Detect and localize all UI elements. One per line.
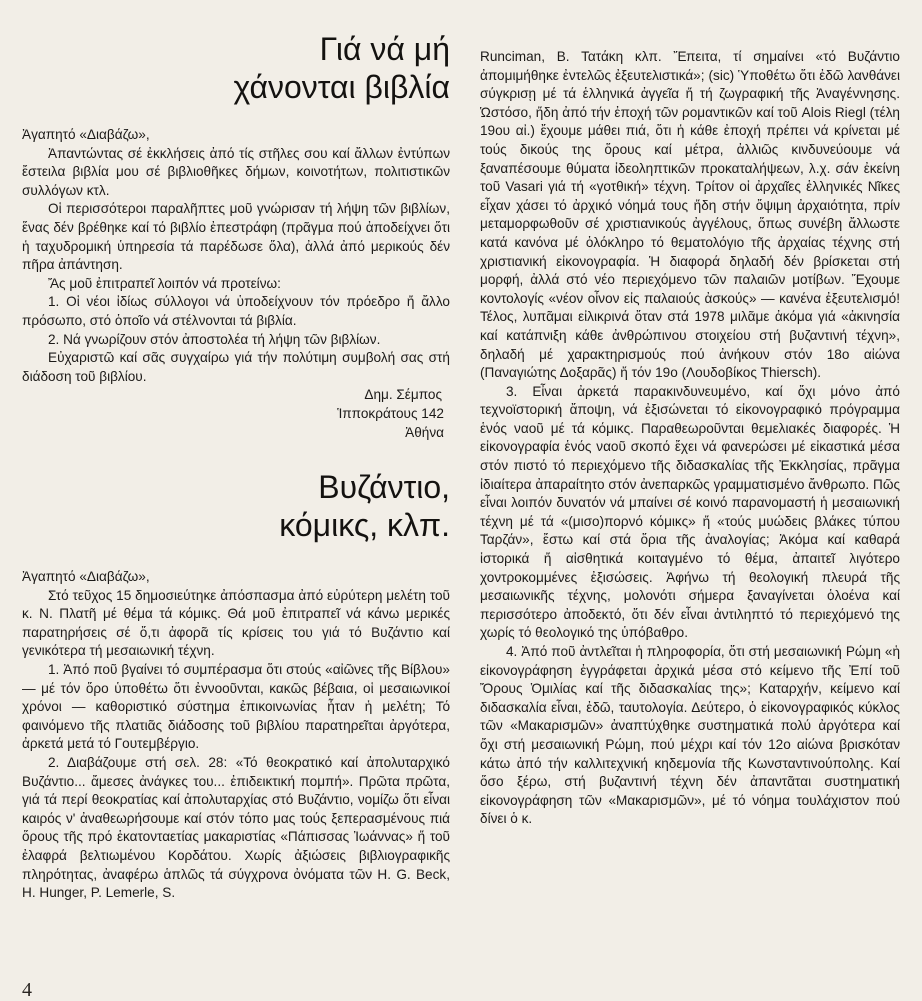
letter2-paragraph: 4. Ἀπό ποῦ ἀντλεῖται ἡ πληροφορία, ὅτι στή μεσαιωνική Ρώμη «ἡ εἰκονογράφηση ἐγγράφεται ἀρχικά μέσα στό κείμενο τῆς Ἐπί τοῦ Ὄρους Ὁμιλίας καί τῆς διδασκαλίας της»; Καταρχήν, κείμενο καί διδασκαλία εἶναι, ἐδῶ, ταυτολογία. Δεύτερο, ὁ εἰκονογραφικός κύκλος τῶν «Μακαρισμῶν» ἀναπτύχθηκε συστηματικά πολύ ἀργότερα καί ὄχι στή μεσαιωνική Ρώμη, πού μέχρι καί τόν 12ο αἰώνα βρισκόταν κάτω ἀπό τήν καλλιτεχνική κηδεμονία τῆς Κωνσταντινούπολης. Καί ὅσο ξέρω, στή βυζαντινή τέχνη δέν ἀπαντᾶται συστηματική εἰκονογράφηση τῶν «Μακαρισμῶν», μέ τό νόημα τουλάχιστον πού δίνει ὁ κ. [480, 644, 900, 827]
letter1-address: Ἱπποκράτους 142 [337, 405, 444, 421]
letter2-title [22, 468, 450, 544]
letter2-paragraph: Runciman, Β. Τατάκη κλπ. Ἔπειτα, τί σημαίνει «τό Βυζάντιο ἀπομιμήθηκε ἐντελῶς ἐξευτελιστικά»; (sic) Ὑποθέτω ὅτι ἐδῶ λανθάνει σύγκρισῃ μέ τά ἑλληνικά ἀγγεῖα ἤ τή ζωγραφική τῆς Ἀναγέννησης. Ὡστόσο, ἤδη ἀπό τήν ἐποχή τῶν ρομαντικῶν καί τοῦ Alois Riegl (τέλη 19ου αἰ.) ἔχουμε μάθει πιά, ὅτι ἡ κάθε ἐποχή πρέπει νά κρίνεται μέ τούς δικούς της ὅρους καί μέτρα, ἀλλιῶς κινδυνεύουμε νά ξαναπέσουμε θύματα ἰδεοληπτικῶν προκαταλήψεων, λ.χ. σάν ἐκείνη τοῦ Vasari γιά τή «γοτθική» τέχνη. Τρίτον οἱ ἀρχαῖες ἑλληνικές Νῖκες εἶχαν χάσει τό ἀρχικό νόημά τους ἤδη στήν ὄψιμη ἀρχαιότητα, πρίν μεταμορφωθοῦν σέ χριστιανικούς ἀγγέλους, ὅπως συνέβη ἄλλωστε κατά κανόνα μέ ὁλόκληρο τό θεματολόγιο τῆς ἀρχαίας τέχνης στή χριστιανική εἰκονογραφία. Ἡ διαφορά δηλαδή δέν βρίσκεται στή μορφή, ἀλλά στό νέο περιεχόμενο τῶν παλαιῶν μοτίβων. Ἔχουμε κοντολογίς «νέον οἶνον εἰς παλαιούς ἀσκούς» — κανένα ἐξευτελισμό! Τέλος, λυπᾶμαι εἰλικρινά ὅταν στά 1978 μιλᾶμε ἀκόμα γιά «ἀκινησία καί κατάπνιξη κάθε ἀνθρώπινου στοιχείου στή βυζαντινή τέχνη», δηλαδή μέ χαρακτηρισμούς πού ἀνήκουν στόν 18ο αἰώνα (Παναγιώτης Δοξαρᾶς) ἤ τόν 19ο (Λουδοβίκος Thiersch). [480, 49, 900, 381]
letter1-salutation: Ἀγαπητό «Διαβάζω», [22, 127, 150, 142]
letter2-paragraph: 2. Διαβάζουμε στή σελ. 28: «Τό θεοκρατικό καί ἀπολυταρχικό Βυζάντιο... ἄμεσες ἀνάγκες του... ἐπιδεικτική πομπή». Πρῶτα πρῶτα, γιά τά περί θεοκρατίας καί ἀπολυταρχίας στό Βυζάντιο, νομίζω ὅτι εἶναι καιρός ν' ἀναθεωρήσουμε καί στόν τόπο μας τούς ξεπερασμένους πιά ὅρους τῆς πρό ἑκατονταετίας μακαριστίας «Πάπισσας Ἰωάννας» ἤ τοῦ ἐλαφρά βελτιωμένου Κορδάτου. Χωρίς ἀξιώσεις βιβλιογραφικῆς πληρότητας, ἀναφέρω ἁπλῶς τά σύγχρονα ὀνόματα τῶν H. G. Beck, H. Hunger, P. Lemerle, S. [22, 755, 450, 901]
letter1-title-line2: χάνονται βιβλία [233, 69, 450, 105]
letter1-paragraph: Ἄς μοῦ ἐπιτραπεῖ λοιπόν νά προτείνω: [48, 275, 281, 291]
page-number: 4 [22, 979, 32, 1001]
letter2-title-line1: Βυζάντιο, [318, 469, 450, 506]
letter1-title-line1: Γιά νά μή [319, 31, 450, 67]
letter1-paragraph: Οἱ περισσότεροι παραλῆπτες μοῦ γνώρισαν τή λήψη τῶν βιβλίων, ἕνας δέν βρέθηκε καί τό βιβλίο ἐπεστράφη (πρᾶγμα πού ἀποδείχνει ὅτι ἡ ταχυδρομική ὑπηρεσία τά παρέδωσε ὅλα), ἀλλά ἀπό μερικούς δέν πῆρα ἀπάντηση. [22, 201, 450, 273]
letter1-paragraph: 1. Οἱ νέοι ἰδίως σύλλογοι νά ὑποδείχνουν τόν πρόεδρο ἤ ἄλλο πρόσωπο, στό ὁποῖο νά στέλνονται τά βιβλία. [22, 294, 450, 328]
letter1-paragraph: 2. Νά γνωρίζουν στόν ἀποστολέα τή λήψη τῶν βιβλίων. [48, 331, 381, 347]
letter1-signature: Δημ. Σέμπος [364, 387, 442, 403]
letter1-title [22, 30, 450, 106]
letter1-city: Ἀθήνα [405, 424, 444, 440]
letter2-salutation: Ἀγαπητό «Διαβάζω», [22, 569, 150, 585]
letter2-paragraph: Στό τεῦχος 15 δημοσιεύτηκε ἀπόσπασμα ἀπό εὐρύτερη μελέτη τοῦ κ. Ν. Πλατῆ μέ θέμα τά κόμικς. Θά μοῦ ἐπιτραπεῖ νά κάνω μερικές παρατηρήσεις σέ ὅ,τι ἀφορᾶ τίς κρίσεις του γιά τό Βυζάντιο καί γενικότερα τή μεσαιωνική τέχνη. [22, 587, 450, 659]
letter2-title-line2: κόμικς, κλπ. [279, 507, 450, 544]
letter2-paragraph: 1. Ἀπό ποῦ βγαίνει τό συμπέρασμα ὅτι στούς «αἰῶνες τῆς Βίβλου» — μέ τόν ὅρο ὑποθέτω ὅτι ἐννοοῦνται, κακῶς βέβαια, οἱ μεσαιωνικοί χρόνοι — καθοριστικό σύστημα ἐπικοινωνίας ἦταν ἡ μελέτη; Τό φαινόμενο τῆς πλατιᾶς διάδοσης τοῦ βιβλίου παρατηρεῖται ἀργότερα, ἀρκετά μετά τό Γουτεμβέργιο. [22, 662, 450, 752]
letter2-paragraph: 3. Εἶναι ἀρκετά παρακινδυνευμένο, καί ὄχι μόνο ἀπό τεχνοϊστορική ἄποψη, νά ἐξισώνεται τό εἰκονογραφικό πρόγραμμα ἑνός ναοῦ μέ τά κόμικς. Παραθεωροῦνται θεμελιακές διαφορές. Ἡ εἰκονογραφία ἑνός ναοῦ σκοπό ἔχει νά φανερώσει μέ εἰκαστικά μέσα στόν πιστό τό περιεχόμενο τῆς διδασκαλίας τῆς Ἐκκλησίας, πρᾶγμα ἰδιαίτερα ἀπαραίτητο στόν ἀνεπαρκῶς γραμματισμένο ἄνθρωπο. Πῶς εἶναι λοιπόν δυνατόν νά μπαίνει σέ κοινό παρανομαστή ἡ μεσαιωνική τέχνη μέ τά «(μισο)πορνό κόμικς» ἤ «τούς μυώδεις βλάκες τύπου Ταρζάν», ἔστω καί στά ὅρια τῆς ἀναλογίας; Ἀκόμα καί καθαρά ἱστορικά ἤ αἰσθητικά κοιταγμένο τό θέμα, ἀπαιτεῖ λιγότερο χοντροκομμένες ἐξισώσεις. Ἀφήνω τή θεολογική πλευρά τῆς μεσαιωνικῆς τέχνης, μολονότι σήμερα ξαναγίνεται ὁλοένα καί περισσότερο ἀποδεκτό, ὅτι δέν εἶναι ἀντιληπτό τό περιεχόμενό της χωρίς τό θεολογικό της ὑπόβαθρο. [480, 383, 900, 641]
letter1-paragraph: Εὐχαριστῶ καί σᾶς συγχαίρω γιά τήν πολύτιμη συμβολή σας στή διάδοση τοῦ βιβλίου. [22, 350, 450, 384]
left-column [22, 0, 450, 903]
right-column [480, 48, 900, 829]
letter1-paragraph: Ἀπαντώντας σέ ἐκκλήσεις ἀπό τίς στῆλες σου καί ἄλλων ἐντύπων ἔστειλα βιβλία μου σέ βιβλιοθῆκες δήμων, κοινοτήτων, πολιτιστικῶν συλλόγων κτλ. [22, 145, 450, 198]
